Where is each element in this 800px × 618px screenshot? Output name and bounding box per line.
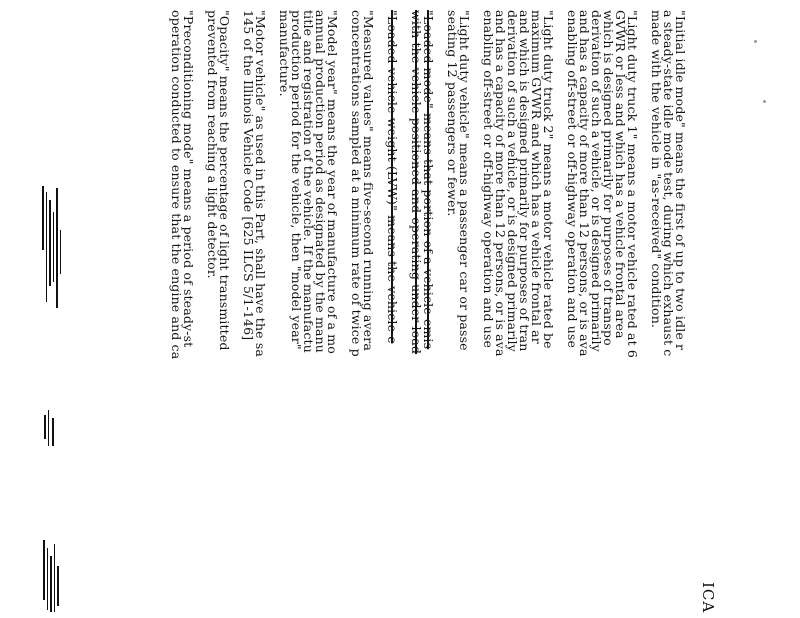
doc-line: production period for the vehicle, then "model year" (289, 10, 304, 350)
doc-line: "Initial idle mode" means the first of up to two idle r (673, 10, 688, 351)
doc-line: "Model year" means the year of manufacture of a mo (325, 10, 340, 354)
doc-line: "Preconditioning mode" means a period of steady-st (181, 10, 196, 348)
doc-line: derivation of such a vehicle, or is designed primarily (589, 10, 604, 352)
doc-line: GVWR or less and which has a vehicle frontal area (613, 10, 628, 339)
doc-line: annual production period as designated by the manu (313, 10, 328, 353)
doc-line-struck: with the vehicle positioned and operating under load (409, 10, 424, 355)
doc-line: enabling off-street or off-highway operation and use (565, 10, 580, 349)
doc-line: 145 of the Illinois Vehicle Code [625 ILCS 5/1-146] (241, 10, 256, 341)
doc-line: "Light duty vehicle" means a passenger car or passe (457, 10, 472, 351)
doc-line: "Light duty truck 2" means a motor vehicle rated be (541, 10, 556, 349)
doc-line: "Light duty truck 1" means a motor vehicle rated at 6 (625, 10, 640, 358)
doc-line-struck: "Loaded vehicle weight (LVW)" means the vehicle c (385, 10, 400, 344)
doc-line: a steady-state idle mode test, during which exhaust c (661, 10, 676, 357)
doc-line: maximum GVWR and which has a vehicle frontal ar (529, 10, 544, 344)
doc-line: and has a capacity of more than 12 persons, or is ava (577, 10, 592, 357)
doc-line: and has a capacity of more than 12 persons, or is ava (493, 10, 508, 357)
rotated-document-text (169, 10, 717, 614)
doc-line: operation conducted to ensure that the engine and ca (169, 10, 184, 360)
doc-line: "Measured values" means five-second running avera (361, 10, 376, 351)
doc-line: enabling off-street or off-highway operation and use (481, 10, 496, 349)
scan-speck (763, 100, 766, 103)
doc-line: and which is designed primarily for purposes of tran (517, 10, 532, 352)
doc-line: which is designed primarily for purposes of transpo (601, 10, 616, 346)
doc-line: concentrations sampled at a minimum rate of twice p (349, 10, 364, 357)
doc-line: seating 12 passengers or fewer. (445, 10, 460, 217)
doc-line: "Motor vehicle" as used in this Part, shall have the sa (253, 10, 268, 357)
doc-line: derivation of such a vehicle, or is designed primarily (505, 10, 520, 352)
doc-line: title and registration of the vehicle. If the manufactu (301, 10, 316, 353)
doc-line: "Opacity" means the percentage of light transmitted (217, 10, 232, 351)
scan-speck (754, 40, 757, 43)
doc-line: prevented from reaching a light detector. (205, 10, 220, 279)
doc-line-struck: "Loaded mode" means that portion of a vehicle emis (421, 10, 436, 350)
page-header-fragment: ICA (699, 582, 717, 614)
doc-line: manufacture. (277, 10, 292, 97)
doc-line: made with the vehicle in "as-received" condition. (649, 10, 664, 329)
